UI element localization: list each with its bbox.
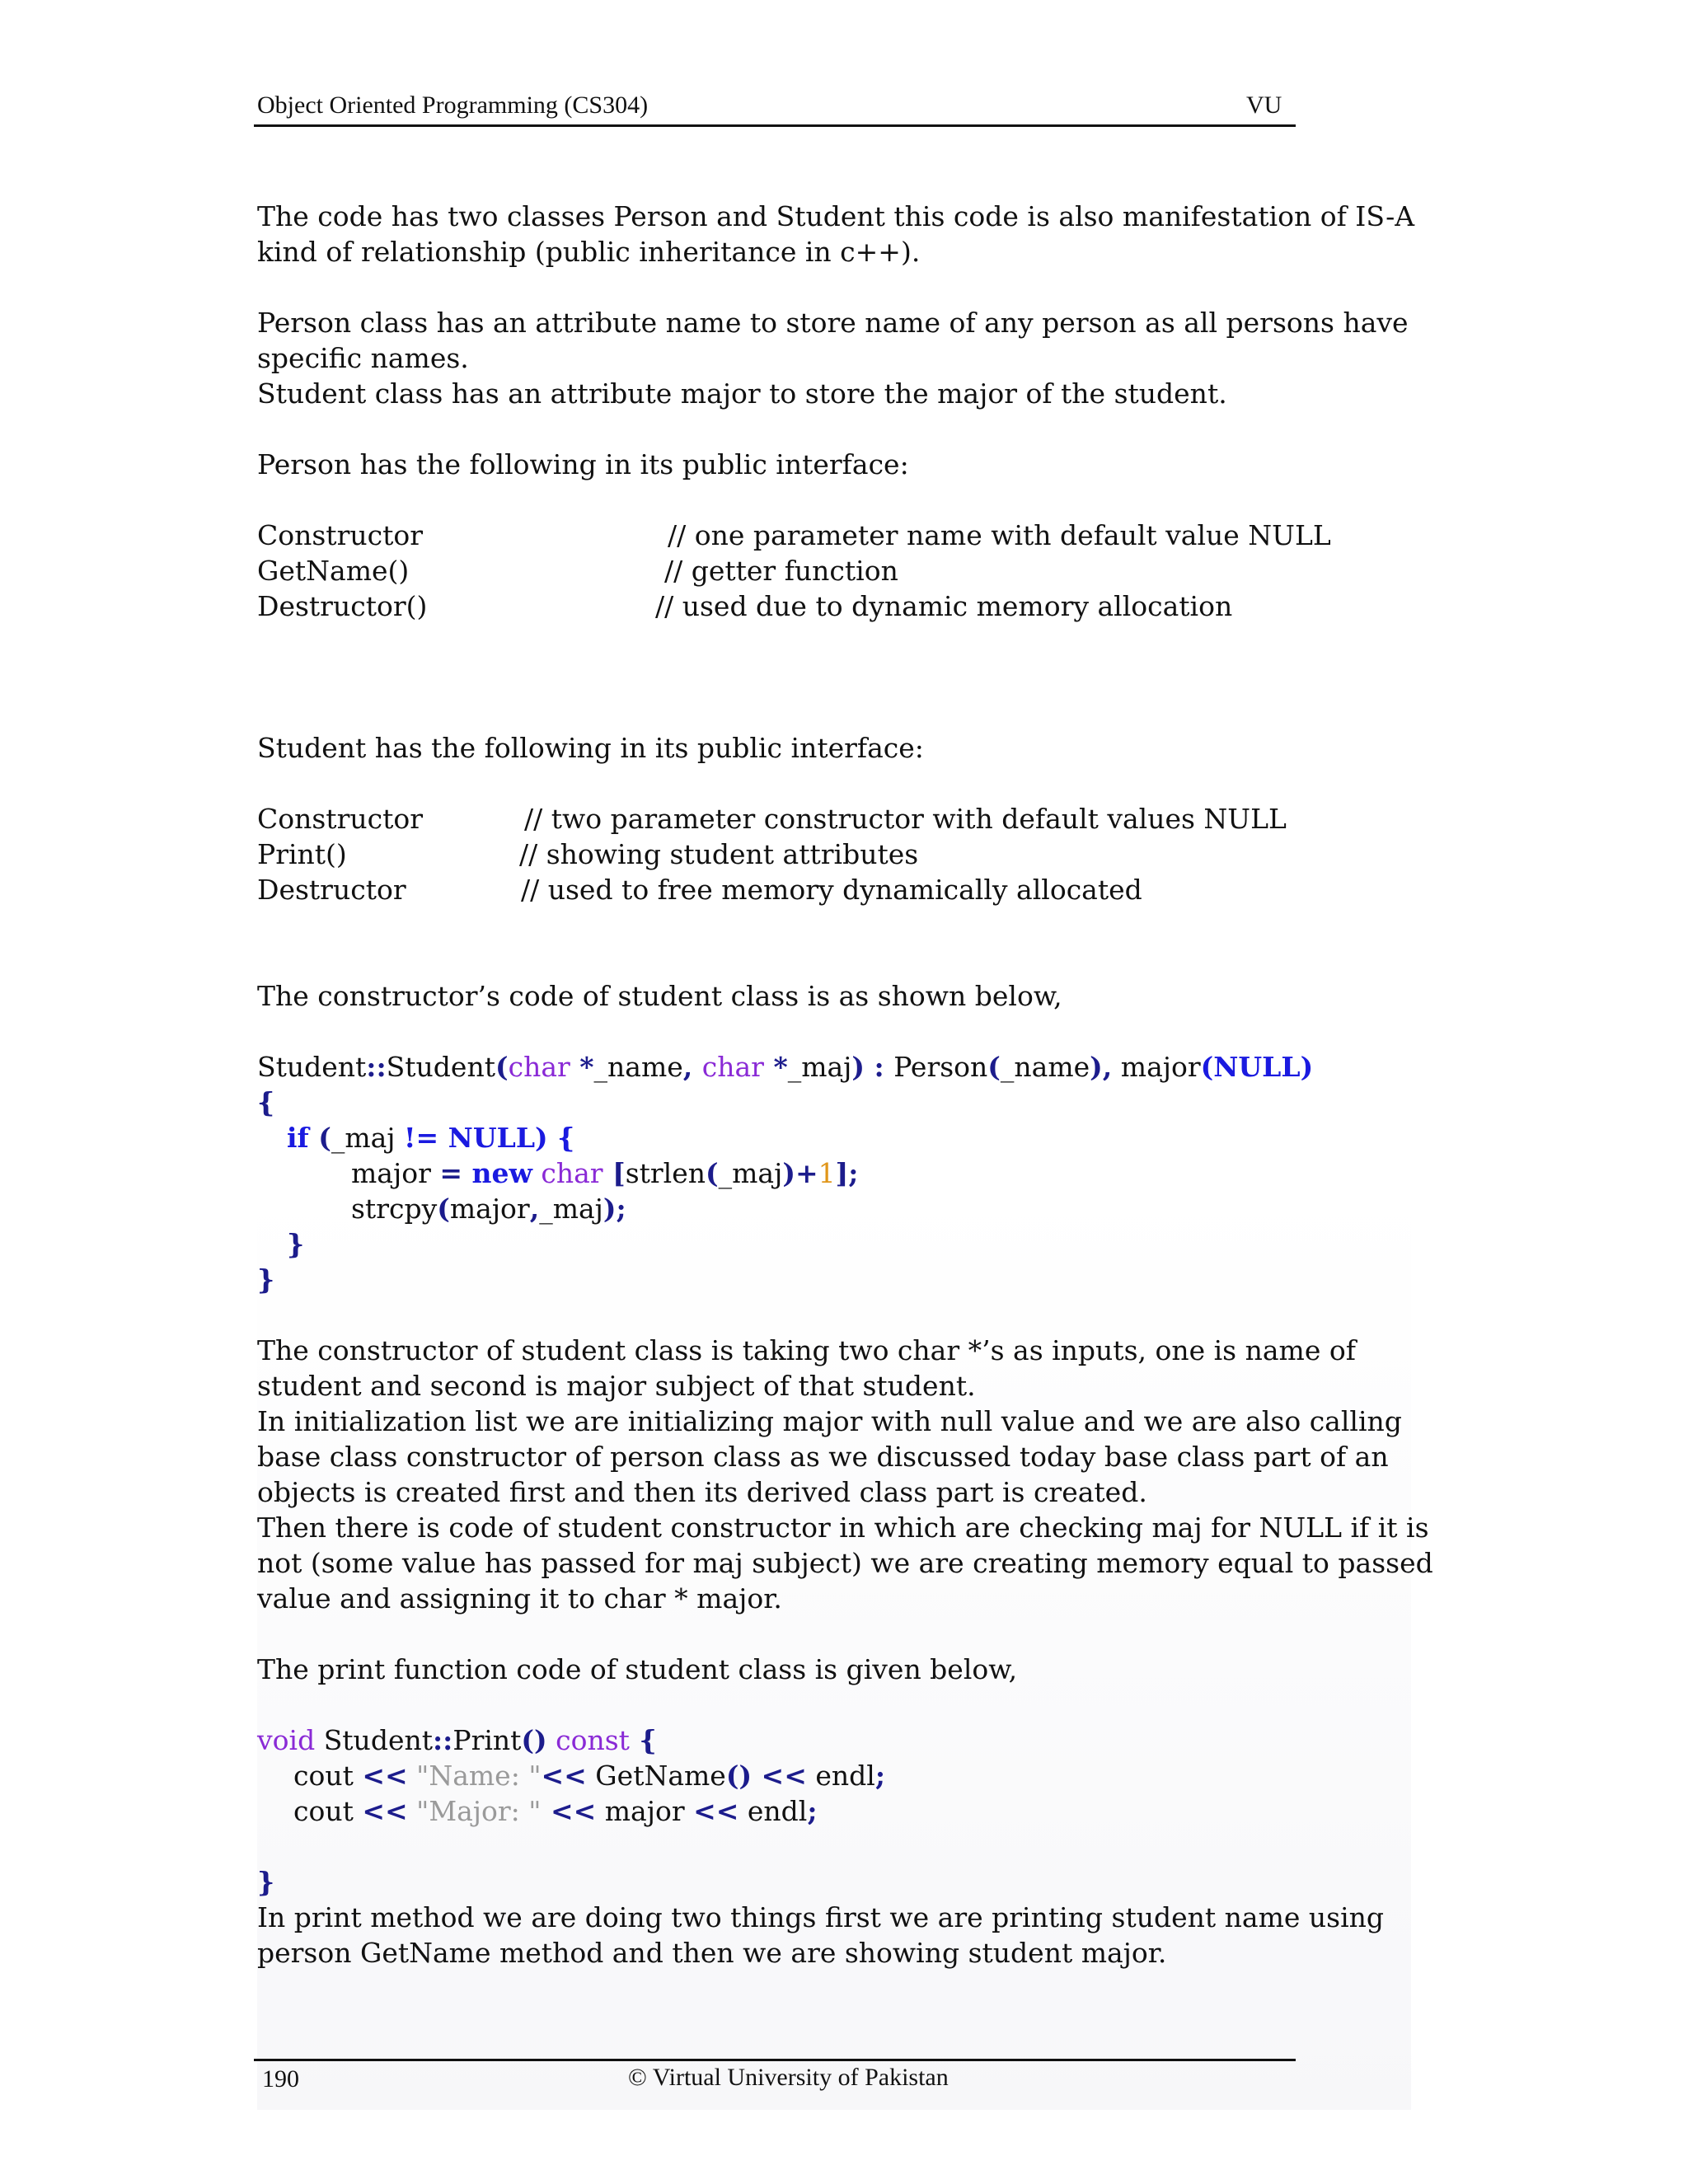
code-token: );: [603, 1193, 626, 1225]
ctor-explain-line-2: student and second is major subject of that student.: [257, 1370, 976, 1402]
code-token: ::: [366, 1051, 387, 1083]
person-iface-comment-1: // one parameter name with default value NULL: [668, 519, 1331, 551]
code-token: char: [508, 1051, 570, 1083]
code-token: <<: [541, 1795, 597, 1827]
code-token: strlen: [625, 1157, 706, 1189]
code-token: ): [851, 1051, 865, 1083]
code-token: {: [629, 1724, 657, 1756]
code-token: major: [351, 1157, 440, 1189]
code-token: ) {: [535, 1122, 575, 1154]
print-explain-line-2: person GetName method and then we are showing student major.: [257, 1937, 1167, 1969]
code-token: Student: [315, 1724, 433, 1756]
code-token: major: [449, 1193, 530, 1225]
code-token: new: [462, 1157, 532, 1189]
code-token: endl: [738, 1795, 808, 1827]
code-token: "Major: ": [407, 1795, 542, 1827]
code-line-new: [351, 1155, 858, 1191]
code-token: "Name: ": [407, 1760, 542, 1792]
code-token: ];: [835, 1157, 859, 1189]
code-token: (: [437, 1193, 450, 1225]
code-token: Student: [386, 1051, 495, 1083]
code-token: ;: [874, 1760, 885, 1792]
code-line-open-brace: {: [257, 1086, 275, 1118]
code-token: _maj: [539, 1193, 603, 1225]
student-iface-comment-3: // used to free memory dynamically allocated: [521, 874, 1142, 906]
code-token: <<: [362, 1795, 408, 1827]
code-token: (: [987, 1051, 1001, 1083]
code-line-print-close-brace: }: [257, 1866, 275, 1898]
ctor-explain-line-5: objects is created first and then its derived class part is created.: [257, 1476, 1147, 1508]
code-token: Person: [893, 1051, 988, 1083]
code-token: *: [763, 1051, 788, 1083]
code-token: (): [521, 1724, 547, 1756]
code-token: Student: [257, 1051, 367, 1083]
person-desc-line-2: specific names.: [257, 342, 469, 374]
code-token: *: [570, 1051, 594, 1083]
person-desc-line-1: Person class has an attribute name to store name of any person as all persons have: [257, 307, 1409, 339]
ctor-explain-line-4: base class constructor of person class as we discussed today base class part of an: [257, 1441, 1389, 1473]
intro-line-2: kind of relationship (public inheritance in c++).: [257, 236, 921, 268]
code-token: NULL: [438, 1122, 536, 1154]
page-shading: [257, 1187, 1411, 2110]
print-intro: The print function code of student class is given below,: [257, 1653, 1018, 1685]
header-right-label: VU: [1246, 91, 1282, 119]
ctor-explain-line-8: value and assigning it to char * major.: [257, 1582, 782, 1615]
code-line-if: [287, 1120, 574, 1155]
page-number: 190: [262, 2065, 299, 2093]
code-token: <<: [693, 1795, 739, 1827]
ctor-explain-line-7: not (some value has passed for maj subject) we are creating memory equal to passed: [257, 1547, 1433, 1579]
footer-rule: [254, 2059, 1296, 2061]
code-token: ;: [807, 1795, 818, 1827]
code-token: strcpy: [351, 1193, 438, 1225]
code-token: _name: [593, 1051, 683, 1083]
ctor-explain-line-1: The constructor of student class is taking two char *’s as inputs, one is name of: [257, 1334, 1356, 1366]
person-desc-line-3: Student class has an attribute major to store the major of the student.: [257, 377, 1227, 410]
code-token: cout: [293, 1795, 363, 1827]
ctor-explain-line-6: Then there is code of student constructor in which are checking maj for NULL if it is: [257, 1511, 1429, 1544]
ctor-explain-line-3: In initialization list we are initializing major with null value and we are also calling: [257, 1405, 1402, 1437]
code-token: _maj: [331, 1122, 405, 1154]
code-token: GetName: [586, 1760, 726, 1792]
code-token: major: [1112, 1051, 1201, 1083]
code-token: char: [532, 1157, 603, 1189]
code-token: cout: [293, 1760, 363, 1792]
code-token: ),: [1090, 1051, 1113, 1083]
student-iface-name-2: Print(): [257, 838, 347, 870]
student-iface-comment-2: // showing student attributes: [519, 838, 919, 870]
header-rule: [254, 124, 1296, 127]
code-token: char: [701, 1051, 764, 1083]
code-token: _maj: [787, 1051, 852, 1083]
code-token: !=: [404, 1122, 439, 1154]
code-token: (): [725, 1760, 753, 1792]
person-iface-comment-2: // getter function: [664, 555, 898, 587]
code-line-print-signature: [257, 1722, 657, 1758]
code-token: <<: [541, 1760, 587, 1792]
code-token: major: [596, 1795, 694, 1827]
intro-line-1: The code has two classes Person and Student this code is also manifestation of IS-A: [257, 200, 1415, 232]
code-token: _name: [1000, 1051, 1090, 1083]
code-line-inner-close-brace: }: [287, 1228, 305, 1260]
person-iface-comment-3: // used due to dynamic memory allocation: [655, 590, 1233, 622]
code-token: ::: [432, 1724, 453, 1756]
person-interface-heading: Person has the following in its public interface:: [257, 448, 909, 480]
code-token: <<: [752, 1760, 807, 1792]
code-token: (: [495, 1051, 509, 1083]
code-token: void: [257, 1724, 316, 1756]
code-token: (: [308, 1122, 331, 1154]
course-title: Object Oriented Programming (CS304): [257, 91, 649, 119]
code-token: ,: [682, 1051, 702, 1083]
code-token: if: [287, 1122, 309, 1154]
code-token: [: [603, 1157, 626, 1189]
person-iface-name-3: Destructor(): [257, 590, 428, 622]
code-token: =: [439, 1157, 462, 1189]
person-iface-name-1: Constructor: [257, 519, 423, 551]
code-token: (NULL): [1200, 1051, 1314, 1083]
code-token: 1: [818, 1157, 836, 1189]
code-line-cout-name: [293, 1758, 885, 1793]
code-token: ): [782, 1157, 795, 1189]
constructor-intro: The constructor’s code of student class is as shown below,: [257, 980, 1062, 1012]
student-interface-heading: Student has the following in its public interface:: [257, 732, 924, 764]
print-explain-line-1: In print method we are doing two things first we are printing student name using: [257, 1901, 1385, 1933]
copyright: © Virtual University of Pakistan: [628, 2064, 949, 2091]
code-line-strcpy: [351, 1191, 626, 1226]
code-token: :: [865, 1051, 894, 1083]
code-token: const: [546, 1724, 630, 1756]
code-token: ,: [529, 1193, 540, 1225]
code-token: _maj: [718, 1157, 783, 1189]
person-iface-name-2: GetName(): [257, 555, 410, 587]
student-iface-comment-1: // two parameter constructor with default values NULL: [524, 803, 1287, 835]
code-line-close-brace: }: [257, 1263, 275, 1296]
code-token: <<: [362, 1760, 408, 1792]
code-line-cout-major: [293, 1793, 818, 1829]
code-token: Print: [452, 1724, 522, 1756]
student-iface-name-3: Destructor: [257, 874, 406, 906]
code-token: +: [795, 1157, 818, 1189]
code-token: (: [706, 1157, 719, 1189]
code-line-constructor-signature: [257, 1049, 1313, 1085]
student-iface-name-1: Constructor: [257, 803, 423, 835]
code-token: endl: [806, 1760, 875, 1792]
